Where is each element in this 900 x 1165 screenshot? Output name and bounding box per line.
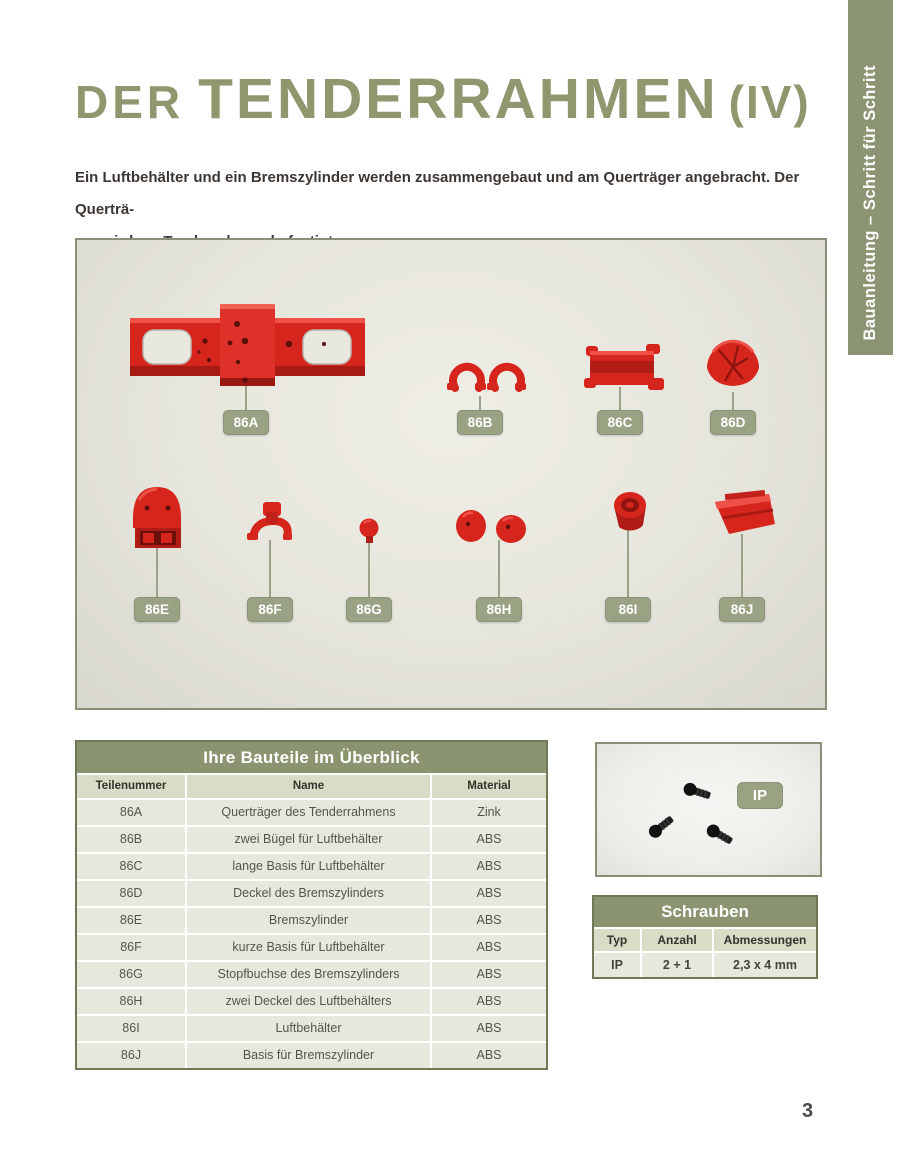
screws-table-rows <box>594 953 816 977</box>
table-cell: 86E <box>77 908 185 933</box>
table-cell: 86H <box>77 989 185 1014</box>
title-prefix: DER <box>75 76 185 128</box>
page-number: 3 <box>802 1100 814 1122</box>
screws-illustration <box>597 744 820 875</box>
parts-table <box>75 740 548 1070</box>
part-label-86c: 86C <box>597 410 643 435</box>
title-main: TENDERRAHMEN <box>198 67 719 131</box>
table-row <box>594 953 816 977</box>
table-cell: Zink <box>432 800 546 825</box>
table-cell: 86D <box>77 881 185 906</box>
part-label-86e: 86E <box>134 597 180 622</box>
sidebar-tab <box>848 0 893 355</box>
table-cell: ABS <box>432 854 546 879</box>
part-86g-ball-icon <box>360 519 379 544</box>
table-cell: Bremszylinder <box>187 908 430 933</box>
table-cell: ABS <box>432 827 546 852</box>
parts-table-title: Ihre Bauteile im Überblick <box>77 742 546 773</box>
table-row <box>77 935 546 960</box>
table-cell: 2,3 x 4 mm <box>714 953 816 977</box>
table-row <box>77 854 546 879</box>
column-header-teilenummer: Teilenummer <box>77 775 185 798</box>
table-cell: zwei Bügel für Luftbehälter <box>187 827 430 852</box>
part-86h-caps-icon <box>456 510 526 543</box>
table-row <box>77 800 546 825</box>
table-row <box>77 989 546 1014</box>
screws-table <box>592 895 818 979</box>
table-cell: ABS <box>432 935 546 960</box>
column-header-typ: Typ <box>594 929 640 951</box>
table-cell: ABS <box>432 881 546 906</box>
screw-icon <box>646 813 676 840</box>
column-header-anzahl: Anzahl <box>642 929 712 951</box>
part-label-86a: 86A <box>223 410 269 435</box>
table-cell: IP <box>594 953 640 977</box>
table-cell: 86F <box>77 935 185 960</box>
table-row <box>77 962 546 987</box>
table-row <box>77 1043 546 1068</box>
part-86c-base-icon <box>584 344 664 390</box>
screw-type-label: IP <box>737 782 783 809</box>
part-86a-crossbeam-icon <box>130 304 365 386</box>
screws-table-column-headers <box>594 929 816 951</box>
table-cell: ABS <box>432 962 546 987</box>
table-cell: zwei Deckel des Luftbehälters <box>187 989 430 1014</box>
part-86f-bracket-icon <box>247 502 292 540</box>
intro-line-1: Ein Luftbehälter und ein Bremszylinder werden zusammengebaut und am Querträger angebracht. Der Querträ- <box>75 169 800 218</box>
part-label-86f: 86F <box>247 597 293 622</box>
table-cell: 86A <box>77 800 185 825</box>
part-86e-cylinder-icon <box>133 487 181 548</box>
table-row <box>77 881 546 906</box>
parts-table-rows <box>77 800 546 1068</box>
table-cell: Deckel des Bremszylinders <box>187 881 430 906</box>
part-86j-plate-icon <box>715 490 775 534</box>
title-suffix: (IV) <box>728 76 811 128</box>
screws-table-title: Schrauben <box>594 897 816 927</box>
part-label-86b: 86B <box>457 410 503 435</box>
parts-photo-panel <box>75 238 827 710</box>
column-header-material: Material <box>432 775 546 798</box>
part-86i-tank-icon <box>614 492 646 531</box>
part-label-86d: 86D <box>710 410 756 435</box>
table-cell: 86C <box>77 854 185 879</box>
screw-icon <box>682 781 712 802</box>
parts-illustration <box>77 240 825 708</box>
parts-table-column-headers <box>77 775 546 798</box>
part-86b-clips-icon <box>447 367 526 390</box>
table-cell: Querträger des Tenderrahmens <box>187 800 430 825</box>
table-cell: ABS <box>432 1016 546 1041</box>
table-cell: ABS <box>432 908 546 933</box>
part-label-86g: 86G <box>346 597 392 622</box>
table-cell: ABS <box>432 1043 546 1068</box>
table-cell: kurze Basis für Luftbehälter <box>187 935 430 960</box>
table-cell: ABS <box>432 989 546 1014</box>
column-header-abmessungen: Abmessungen <box>714 929 816 951</box>
table-row <box>77 908 546 933</box>
table-cell: 86G <box>77 962 185 987</box>
table-cell: 86B <box>77 827 185 852</box>
screws-photo-panel <box>595 742 822 877</box>
table-row <box>77 827 546 852</box>
table-cell: 86J <box>77 1043 185 1068</box>
table-cell: Luftbehälter <box>187 1016 430 1041</box>
table-cell: Stopfbuchse des Bremszylinders <box>187 962 430 987</box>
screw-icon <box>704 822 734 847</box>
table-row <box>77 1016 546 1041</box>
table-cell: Basis für Bremszylinder <box>187 1043 430 1068</box>
table-cell: 2 + 1 <box>642 953 712 977</box>
part-label-86i: 86I <box>605 597 651 622</box>
column-header-name: Name <box>187 775 430 798</box>
table-cell: 86I <box>77 1016 185 1041</box>
part-86d-cover-icon <box>707 341 759 386</box>
sidebar-label: Bauanleitung – Schritt für Schritt <box>861 65 879 341</box>
part-label-86h: 86H <box>476 597 522 622</box>
part-label-86j: 86J <box>719 597 765 622</box>
page-title <box>75 66 811 132</box>
table-cell: lange Basis für Luftbehälter <box>187 854 430 879</box>
